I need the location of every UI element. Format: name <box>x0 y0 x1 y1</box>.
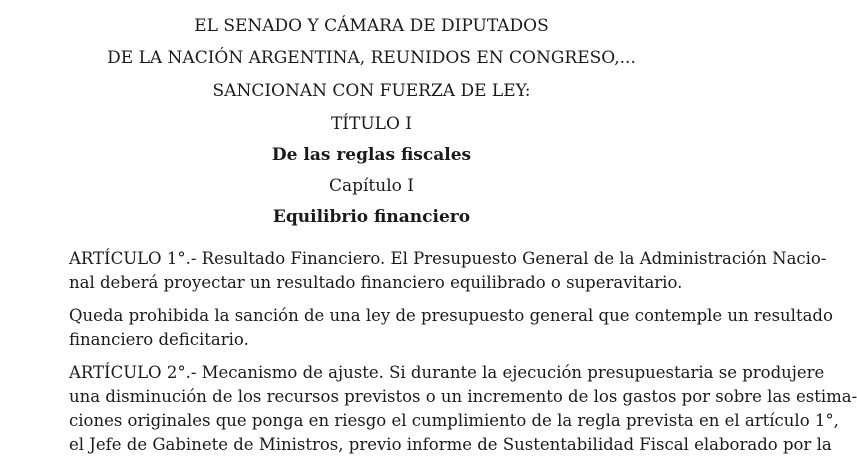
title-label: TÍTULO I <box>330 114 413 134</box>
chapter-label: Capítulo I <box>328 176 415 196</box>
article-2-line-4: el Jefe de Gabinete de Ministros, previo informe de Sustentabilidad Fiscal elaborado por la <box>69 435 832 454</box>
paragraph-2-line-1: Queda prohibida la sanción de una ley de presupuesto general que contemple un resultado <box>69 306 833 325</box>
article-2-line-1: ARTÍCULO 2°.- Mecanismo de ajuste. Si durante la ejecución presupuestaria se produjere <box>69 363 825 382</box>
header-line-3: SANCIONAN CON FUERZA DE LEY: <box>212 81 531 101</box>
header-line-1: EL SENADO Y CÁMARA DE DIPUTADOS <box>194 16 549 36</box>
header-line-2: DE LA NACIÓN ARGENTINA, REUNIDOS EN CONGRESO,... <box>107 48 636 68</box>
article-1-line-2: nal deberá proyectar un resultado financiero equilibrado o superavitario. <box>69 273 683 292</box>
title-name: De las reglas fiscales <box>271 145 472 165</box>
paragraph-2-line-2: financiero deficitario. <box>69 330 249 349</box>
chapter-name: Equilibrio financiero <box>272 207 471 227</box>
article-2-line-2: una disminución de los recursos previstos o un incremento de los gastos por sobre las estima- <box>69 387 857 406</box>
article-2-line-3: ciones originales que ponga en riesgo el cumplimiento de la regla prevista en el artículo 1°, <box>69 411 839 430</box>
article-1-line-1: ARTÍCULO 1°.- Resultado Financiero. El Presupuesto General de la Administración Nacio- <box>69 249 827 268</box>
